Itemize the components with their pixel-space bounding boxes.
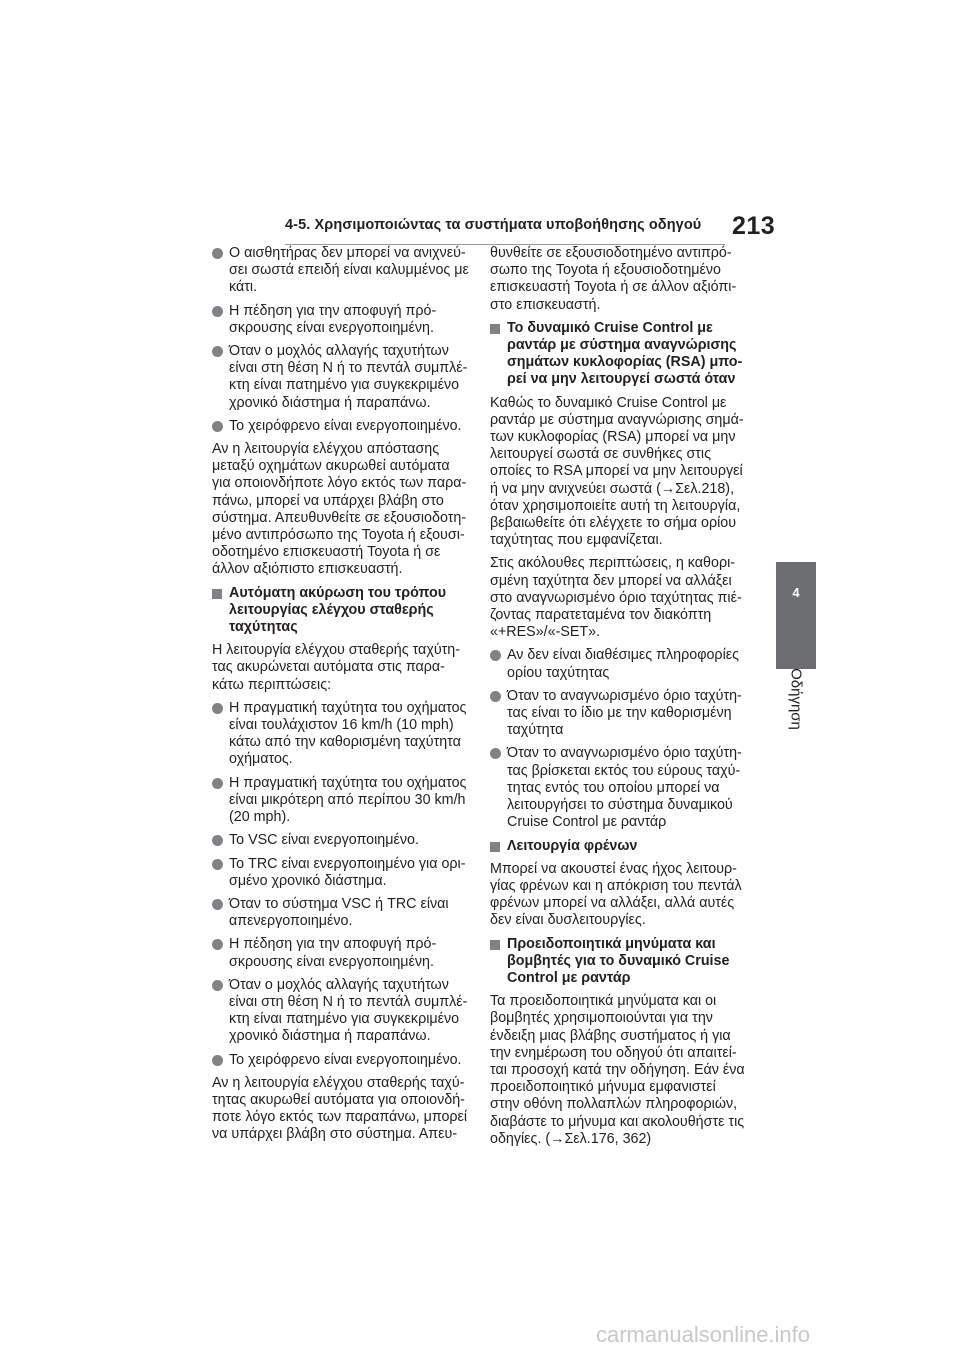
text-line: οποίες το RSA μπορεί να μην λειτουργεί <box>490 463 743 480</box>
text-line: Ο αισθητήρας δεν μπορεί να ανιχνεύ- <box>229 245 466 261</box>
bullet-dot-icon <box>212 248 223 259</box>
paragraph <box>212 1075 474 1144</box>
text-line: για οποιονδήποτε λόγο εκτός των παρα- <box>212 475 467 492</box>
text-line: βομβητές για το δυναμικό Cruise <box>507 952 730 969</box>
text-line: ταχύτητας που εμφανίζεται. <box>490 532 663 549</box>
heading-square-icon <box>490 940 500 950</box>
bullet-dot-icon <box>212 835 223 846</box>
text-line: όταν χρησιμοποιείτε αυτή τη λειτουργία, <box>490 497 741 514</box>
text-line: σημάτων κυκλοφορίας (RSA) μπο- <box>507 354 743 371</box>
text-line: κτη είναι πατημένο για συγκεκριμένο <box>229 1011 460 1028</box>
bullet-dot-icon <box>212 306 223 317</box>
text-line: κάτι. <box>229 279 258 296</box>
text-line: σκρουσης είναι ενεργοποιημένη. <box>229 319 434 336</box>
bullet-item <box>212 936 474 970</box>
text-line: «+RES»/«-SET». <box>490 624 601 641</box>
bullet-item <box>212 775 474 827</box>
text-line: Η λειτουργία ελέγχου σταθερής ταχύτη- <box>212 642 461 659</box>
text-line: σμένη ταχύτητα δεν μπορεί να αλλάξει <box>490 572 732 589</box>
watermark: carmanualsonline.info <box>596 1322 811 1347</box>
text-line: τας βρίσκεται εκτός του εύρους ταχύ- <box>507 762 741 779</box>
subsection-heading <box>212 585 474 637</box>
text-line: πάνω, μπορεί να υπάρχει βλάβη στο <box>212 492 444 509</box>
text-line: χρονικό διάστημα ή παραπάνω. <box>229 394 431 411</box>
text-line: Τα προειδοποιητικά μηνύματα και οι <box>490 993 717 1010</box>
text-line: Όταν ο μοχλός αλλαγής ταχυτήτων <box>229 976 449 993</box>
text-line: Η πέδηση για την αποφυγή πρό- <box>229 302 437 319</box>
bullet-item <box>212 896 474 930</box>
text-line: σει σωστά επειδή είναι καλυμμένος με <box>229 262 469 279</box>
bullet-dot-icon <box>212 859 223 870</box>
left-column <box>212 245 474 1150</box>
text-line: ένδειξη μιας βλάβης συστήματος ή για <box>490 1027 731 1044</box>
text-line: άλλον αξιόπιστο επισκευαστή. <box>212 561 403 578</box>
bullet-item <box>212 700 474 769</box>
text-line: στο επισκευαστή. <box>490 296 601 313</box>
text-line: Η πέδηση για την αποφυγή πρό- <box>229 936 437 953</box>
text-line: Cruise Control με ραντάρ <box>507 814 667 831</box>
text-line: λειτουργίας ελέγχου σταθερής <box>229 601 434 618</box>
bullet-dot-icon <box>212 899 223 910</box>
bullet-item <box>212 1052 474 1069</box>
bullet-item <box>490 745 760 831</box>
text-line: Όταν το αναγνωρισμένο όριο ταχύτη- <box>507 687 742 704</box>
text-line: οδηγίες. (→Σελ.176, 362) <box>490 1130 652 1147</box>
paragraph <box>490 861 760 930</box>
bullet-item <box>212 343 474 412</box>
text-line: κάτω περιπτώσεις: <box>212 676 332 693</box>
bullet-item <box>212 832 474 849</box>
bullet-dot-icon <box>212 1055 223 1066</box>
text-line: σκρουσης είναι ενεργοποιημένη. <box>229 953 434 970</box>
text-line: (20 mph). <box>229 809 291 826</box>
bullet-dot-icon <box>490 748 501 759</box>
right-column <box>490 245 760 1154</box>
text-line: Όταν το σύστημα VSC ή TRC είναι <box>229 895 449 912</box>
text-line: ται προσοχή κατά την οδήγηση. Εάν ένα <box>490 1061 745 1078</box>
text-line: στο αναγνωρισμένο όριο ταχύτητας πιέ- <box>490 589 742 606</box>
text-line: είναι στη θέση N ή το πεντάλ συμπλέ- <box>229 360 468 377</box>
heading-square-icon <box>490 324 500 334</box>
text-line: σωπο της Toyota ή εξουσιοδοτημένο <box>490 262 721 279</box>
subsection-heading <box>490 936 760 988</box>
text-line: Στις ακόλουθες περιπτώσεις, η καθορι- <box>490 555 736 572</box>
bullet-item <box>212 977 474 1046</box>
bullet-item <box>212 418 474 435</box>
text-line: χρονικό διάστημα ή παραπάνω. <box>229 1028 431 1045</box>
paragraph <box>490 993 760 1148</box>
text-line: φρένων μπορεί να αλλάξει, αλλά αυτές <box>490 895 735 912</box>
text-line: είναι στη θέση N ή το πεντάλ συμπλέ- <box>229 993 468 1010</box>
paragraph <box>212 441 474 579</box>
text-line: βεβαιωθείτε ότι ελέγχετε το σήμα ορίου <box>490 515 737 532</box>
text-line: επισκευαστή Toyota ή σε άλλον αξιόπι- <box>490 279 737 296</box>
chapter-tab[interactable] <box>776 562 816 669</box>
text-line: Καθώς το δυναμικό Cruise Control με <box>490 394 727 411</box>
text-line: προειδοποιητικό μήνυμα εμφανιστεί <box>490 1079 716 1096</box>
text-line: ταχύτητας <box>229 619 298 636</box>
text-line: απενεργοποιημένο. <box>229 913 353 930</box>
text-line: ορίου ταχύτητας <box>507 664 610 681</box>
bullet-dot-icon <box>212 939 223 950</box>
page-number: 213 <box>732 212 776 240</box>
text-line: Το TRC είναι ενεργοποιημένο για ορι- <box>229 855 466 872</box>
text-line: Προειδοποιητικά μηνύματα και <box>507 935 716 952</box>
subsection-heading <box>490 320 760 389</box>
text-line: Αν η λειτουργία ελέγχου σταθερής ταχύ- <box>212 1074 465 1091</box>
text-line: τητας εντός του οποίου μπορεί να <box>507 779 720 796</box>
subsection-heading <box>490 838 760 855</box>
chapter-label: Οδήγηση <box>787 668 805 730</box>
bullet-dot-icon <box>212 980 223 991</box>
text-line: τας ακυρώνεται αυτόματα στις παρα- <box>212 659 445 676</box>
bullet-item <box>212 245 474 297</box>
text-line: λειτουργήσει το σύστημα δυναμικού <box>507 797 733 814</box>
text-line: τας είναι το ίδιο με την καθορισμένη <box>507 705 732 722</box>
text-line: οδοτημένο επισκευαστή Toyota ή σε <box>212 544 441 561</box>
text-line: στην οθόνη πολλαπλών πληροφοριών, <box>490 1096 738 1113</box>
heading-square-icon <box>212 589 222 599</box>
chapter-number: 4 <box>792 585 800 600</box>
text-line: Control με ραντάρ <box>507 969 631 986</box>
text-line: ποτε λόγο εκτός των παραπάνω, μπορεί <box>212 1109 468 1126</box>
text-line: ρεί να μην λειτουργεί σωστά όταν <box>507 371 736 388</box>
text-line: θυνθείτε σε εξουσιοδοτημένο αντιπρό- <box>490 245 732 261</box>
bullet-item <box>212 303 474 337</box>
paragraph <box>490 555 760 641</box>
text-line: γίας φρένων και η απόκριση του πεντάλ <box>490 877 742 894</box>
text-line: Αν η λειτουργία ελέγχου απόστασης <box>212 441 440 458</box>
text-line: ραντάρ με σύστημα αναγνώρισης <box>507 337 737 354</box>
bullet-dot-icon <box>212 421 223 432</box>
text-line: είναι μικρότερη από περίπου 30 km/h <box>229 791 466 808</box>
text-line: σμένο χρονικό διάστημα. <box>229 872 387 889</box>
text-line: ζοντας παρατεταμένα τον διακόπτη <box>490 607 712 624</box>
text-line: κτη είναι πατημένο για συγκεκριμένο <box>229 377 460 394</box>
text-line: Το δυναμικό Cruise Control με <box>507 319 713 336</box>
text-line: Η πραγματική ταχύτητα του οχήματος <box>229 699 467 716</box>
bullet-dot-icon <box>490 691 501 702</box>
text-line: Αυτόματη ακύρωση του τρόπου <box>229 584 447 601</box>
bullet-item <box>490 688 760 740</box>
text-line: μεταξύ οχημάτων ακυρωθεί αυτόματα <box>212 458 450 475</box>
text-line: λειτουργεί σωστά σε συνθήκες στις <box>490 446 711 463</box>
paragraph <box>212 642 474 694</box>
section-title: 4-5. Χρησιμοποιώντας τα συστήματα υποβοήθησης οδηγού <box>285 217 702 233</box>
text-line: ραντάρ με σύστημα αναγνώρισης σημά- <box>490 411 744 428</box>
text-line: κάτω από την καθορισμένη ταχύτητα <box>229 734 461 751</box>
paragraph <box>490 245 760 314</box>
paragraph <box>490 395 760 550</box>
bullet-item <box>490 647 760 681</box>
bullet-item <box>212 856 474 890</box>
text-line: Όταν το αναγνωρισμένο όριο ταχύτη- <box>507 745 742 762</box>
text-line: διαβάστε το μήνυμα και ακολουθήστε τις <box>490 1113 745 1130</box>
bullet-dot-icon <box>490 650 501 661</box>
text-line: οχήματος. <box>229 751 293 768</box>
text-line: να υπάρχει βλάβη στο σύστημα. Απευ- <box>212 1126 458 1143</box>
text-line: ταχύτητα <box>507 722 564 739</box>
text-line: είναι τουλάχιστον 16 km/h (10 mph) <box>229 717 454 734</box>
text-line: βομβητές χρησιμοποιούνται για την <box>490 1010 713 1027</box>
text-line: Το χειρόφρενο είναι ενεργοποιημένο. <box>229 417 462 434</box>
text-line: δεν είναι δυσλειτουργίες. <box>490 912 646 929</box>
text-line: Μπορεί να ακουστεί ένας ήχος λειτουρ- <box>490 860 737 877</box>
text-line: Το VSC είναι ενεργοποιημένο. <box>229 832 419 849</box>
text-line: Όταν ο μοχλός αλλαγής ταχυτήτων <box>229 343 449 360</box>
text-line: Αν δεν είναι διαθέσιμες πληροφορίες <box>507 647 740 664</box>
text-line: των κυκλοφορίας (RSA) μπορεί να μην <box>490 429 736 446</box>
bullet-dot-icon <box>212 778 223 789</box>
text-line: μένο αντιπρόσωπο της Toyota ή εξουσι- <box>212 527 465 544</box>
text-line: την ενημέρωση του οδηγού ότι απαιτεί- <box>490 1044 737 1061</box>
text-line: Λειτουργία φρένων <box>507 837 638 854</box>
bullet-dot-icon <box>212 346 223 357</box>
text-line: ή να μην ανιχνεύει σωστά (→Σελ.218), <box>490 480 735 497</box>
bullet-dot-icon <box>212 703 223 714</box>
text-line: Η πραγματική ταχύτητα του οχήματος <box>229 774 467 791</box>
text-line: σύστημα. Απευθυνθείτε σε εξουσιοδοτη- <box>212 509 467 526</box>
text-line: τητας ακυρωθεί αυτόματα για οποιονδή- <box>212 1091 465 1108</box>
text-line: Το χειρόφρενο είναι ενεργοποιημένο. <box>229 1051 462 1068</box>
heading-square-icon <box>490 842 500 852</box>
